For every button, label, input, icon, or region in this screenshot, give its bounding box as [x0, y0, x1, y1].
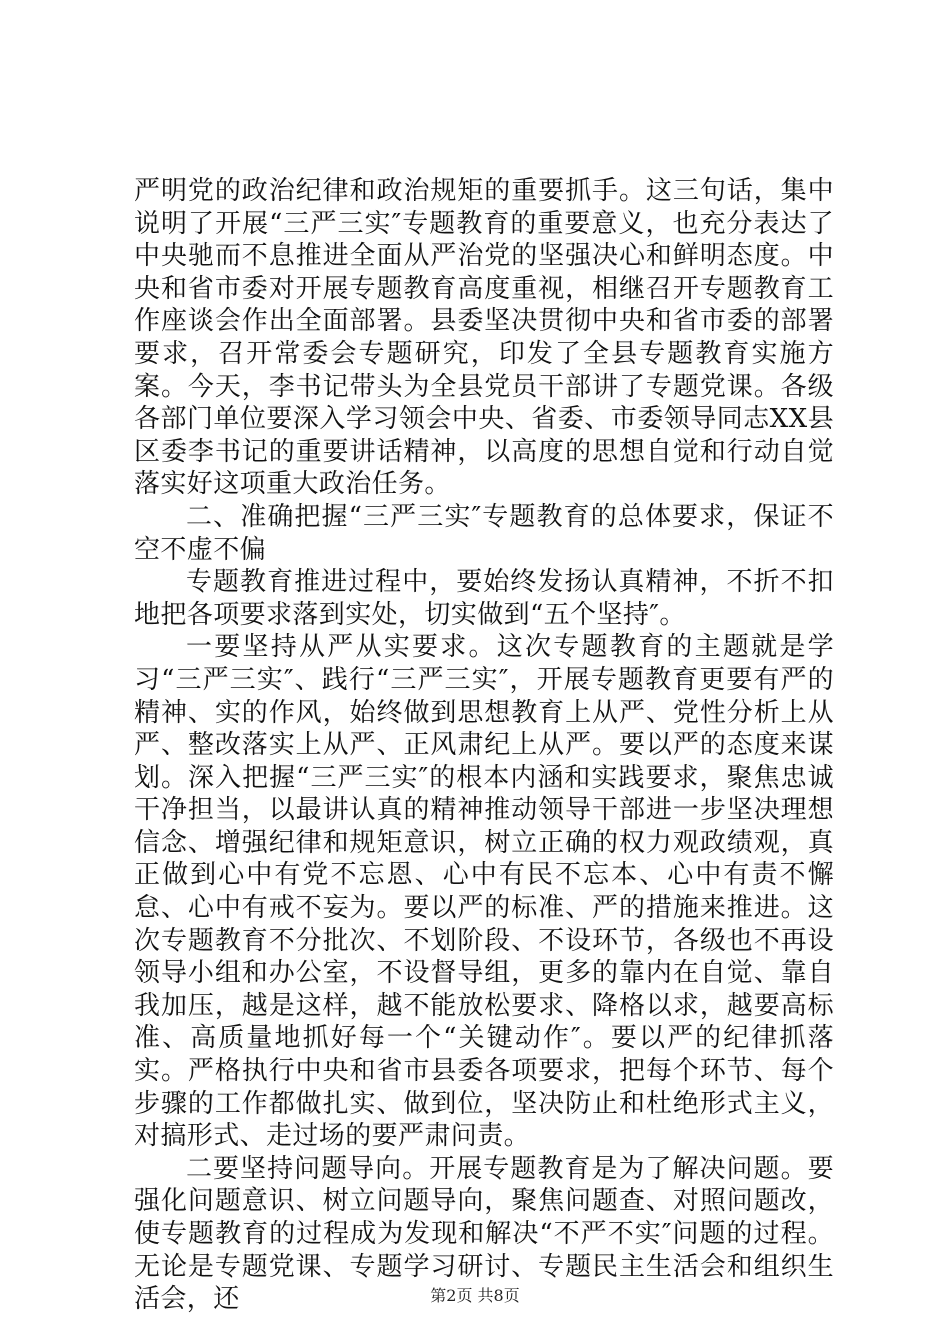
paragraph-point-two: 二要坚持问题导向。开展专题教育是为了解决问题。要强化问题意识、树立问题导向，聚焦问题查、对照问题改，使专题教育的过程成为发现和解决“不严不实″问题的过程。无论是专题党课、专题学习研讨、专题民主生活会和组织生活会，还	[134, 1153, 834, 1315]
paragraph-point-one: 一要坚持从严从实要求。这次专题教育的主题就是学习“三严三实″、践行“三严三实″，开展专题教育更要有严的精神、实的作风，始终做到思想教育上从严、党性分析上从严、整改落实上从严、正风肃纪上从严。要以严的态度来谋划。深入把握“三严三实″的根本内涵和实践要求，聚焦忠诚干净担当，以最讲认真的精神推动领导干部进一步坚决理想信念、增强纪律和规矩意识，树立正确的权力观政绩观，真正做到心中有党不忘恩、心中有民不忘本、心中有责不懈怠、心中有戒不妄为。要以严的标准、严的措施来推进。这次专题教育不分批次、不划阶段、不设环节，各级也不再设领导小组和办公室，不设督导组，更多的靠内在自觉、靠自我加压，越是这样，越不能放松要求、降格以求，越要高标准、高质量地抓好每一个“关键动作″。要以严的纪律抓落实。严格执行中央和省市县委各项要求，把每个环节、每个步骤的工作都做扎实、做到位，坚决防止和杜绝形式主义，对搞形式、走过场的要严肃问责。	[134, 632, 834, 1152]
paragraph-continuation: 严明党的政治纪律和政治规矩的重要抓手。这三句话，集中说明了开展“三严三实″专题教育的重要意义，也充分表达了中央驰而不息推进全面从严治党的坚强决心和鲜明态度。中央和省市委对开展专题教育高度重视，相继召开专题教育工作座谈会作出全面部署。县委坚决贯彻中央和省市委的部署要求，召开常委会专题研究，印发了全县专题教育实施方案。今天，李书记带头为全县党员干部讲了专题党课。各级各部门单位要深入学习领会中央、省委、市委领导同志XX县区委李书记的重要讲话精神，以高度的思想自觉和行动自觉落实好这项重大政治任务。	[134, 176, 834, 500]
section-heading: 二、准确把握“三严三实″专题教育的总体要求，保证不空不虚不偏	[134, 501, 834, 565]
page-footer: 第2页 共8页	[430, 1286, 520, 1305]
paragraph-intro: 专题教育推进过程中，要始终发扬认真精神，不折不扣地把各项要求落到实处，切实做到“五个坚持″。	[134, 567, 834, 630]
body-text	[134, 175, 834, 1316]
